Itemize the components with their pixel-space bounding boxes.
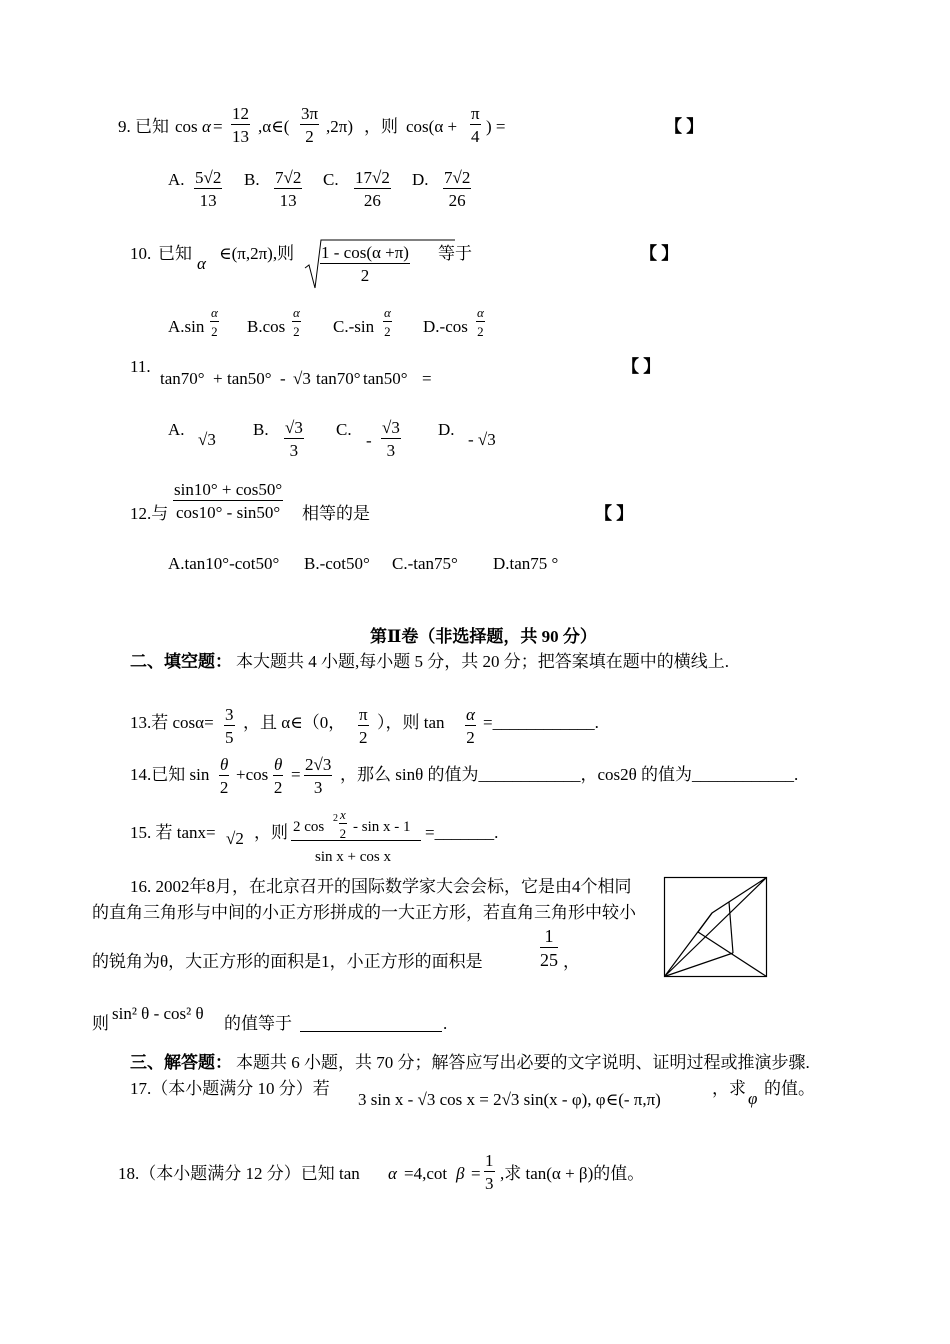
denominator: 2 [219,775,229,796]
q11-option-c-label: C. [336,420,352,439]
q16-period: . [443,1014,448,1033]
q9-cos-sum: cos(α + [406,117,458,136]
denominator: 26 [443,188,471,209]
q13-text-mid2: ），则 tan [377,713,445,732]
q14-equals: = [291,765,301,784]
denominator: 2 [273,775,283,796]
denominator: 2 [383,321,392,338]
q10-equals-text: 等于 [438,244,472,263]
q11-number: 11. [130,357,151,376]
q10-option-d-half-alpha [476,306,485,338]
numerator: 5√2 [195,168,222,187]
q14-fraction-theta-2-b [273,756,283,796]
q9-option-a [194,169,222,209]
q14-fraction-theta-2-a [219,756,229,796]
q11-option-a-label: A. [168,420,185,439]
q16-expression: sin² θ - cos² θ [112,1004,204,1023]
q14-fraction-2root3-3 [304,756,332,796]
numerator: 12 [232,104,249,123]
q12-text: 相等的是 [302,504,370,523]
q15-then: ，则 [254,823,288,842]
q10-option-c-half-alpha [383,306,392,338]
denominator: 13 [194,188,222,209]
numerator: 7√2 [444,168,471,187]
q17-text-end: 的值。 [764,1079,815,1098]
q10-number: 10. [130,244,152,263]
q13-text-start: 13.若 cosα= [130,713,214,732]
q18-beta: β [456,1164,465,1183]
q11-answer-bracket: 【 】 [622,357,661,376]
q17-phi: φ [748,1089,758,1108]
q10-option-b: B.cos [247,317,286,336]
numerator: 17√2 [355,168,390,187]
q9-cos: cos [175,117,198,136]
q9-number: 9. [118,117,131,136]
denominator: 2 [292,321,301,338]
q11-option-a: √3 [198,430,216,449]
q12-number: 12.与 [130,504,169,523]
q11-option-b-label: B. [253,420,269,439]
q10-option-d: D.-cos [423,317,468,336]
denominator: 3 [484,1171,495,1192]
numerator: α [466,705,475,724]
q9-fraction-3pi-2 [300,105,319,145]
q10-option-c: C.-sin [333,317,375,336]
q18-text-mid: =4,cot [404,1164,448,1183]
q18-equals: = [471,1164,481,1183]
q9-option-b [274,169,302,209]
numerator: sin10° + cos50° [174,480,283,499]
q11-option-d-label: D. [438,420,455,439]
q10-option-b-half-alpha [292,306,301,338]
numerator: θ [220,755,229,774]
q12-option-a: A.tan10°-cot50° [168,554,280,573]
q11-plus: + [213,369,223,388]
q9-option-d-label: D. [412,170,429,189]
q15-fraction [291,808,421,868]
denominator: 26 [354,188,391,209]
denominator: 3 [284,438,304,459]
q15-answer-blank[interactable]: =_______. [425,823,499,842]
q9-fraction-pi-4 [470,105,481,145]
q15-denominator: sin x + cos x [315,849,391,865]
q11-option-b [284,419,304,459]
q17-equation: 3 sin x - √3 cos x = 2√3 sin(x - φ), φ∈(- π,π) [358,1090,661,1109]
q11-option-c-sign: - [366,431,372,450]
q9-option-c [354,169,391,209]
denominator: 2 [465,725,476,746]
section-2-title: 第Ⅱ卷（非选择题，共 90 分） [370,627,597,646]
q18-fraction-1-3 [484,1152,495,1192]
q16-line-1: 16. 2002年8月，在北京召开的国际数学家大会会标，它是由4个相同 [130,877,632,896]
q16-line-2: 的直角三角形与中间的小正方形拼成的一大正方形，若直角三角形中较小 [92,903,636,922]
denominator: 13 [231,124,250,145]
q9-answer-bracket: 【 】 [665,117,704,136]
q13-fraction-pi-2 [358,706,369,746]
q15-numerator-b: - sin x - 1 [353,819,411,835]
numerator: 3 [225,705,234,724]
q9-option-c-label: C. [323,170,339,189]
numerator: 1 - cos(α +π) [321,243,409,262]
q9-then: ，则 [364,117,398,136]
q11-minus: - [280,369,286,388]
q17-text-start: 17.（本小题满分 10 分）若 [130,1079,330,1098]
q18-alpha: α [388,1164,397,1183]
q12-option-c: C.-tan75° [392,554,458,573]
q11-option-c [381,419,401,459]
denominator: cos10° - sin50° [173,500,283,521]
q16-fraction-1-25 [540,927,558,969]
q11-term2: tan50° [227,369,272,388]
q15-fraction-bar [291,840,421,841]
q10-alpha: α [197,254,206,273]
q9-interval-end: ,2π) [326,117,353,136]
q13-answer-blank[interactable]: =____________. [483,713,599,732]
denominator: 2 [320,263,410,284]
q12-answer-bracket: 【 】 [595,504,634,523]
q13-text-mid: ，且 α∈（0， [243,713,346,732]
q11-equals: = [422,369,432,388]
q9-fraction-12-13 [231,105,250,145]
q9-eq: = [213,117,223,136]
q10-option-a: A.sin [168,317,205,336]
denominator: 2 [210,321,219,338]
denominator: 5 [224,725,235,746]
q12-option-b: B.-cot50° [304,554,370,573]
q10-answer-bracket: 【 】 [640,244,679,263]
q9-option-d [443,169,471,209]
q13-fraction-3-5 [224,706,235,746]
denominator: 2 [300,124,319,145]
denominator: 13 [274,188,302,209]
q10-text: 已知 [158,244,192,263]
q18-text-end: ,求 tan(α + β)的值。 [500,1164,645,1183]
q11-option-d: - √3 [468,430,496,449]
numerator: α [477,305,484,320]
numerator: √3 [285,418,303,437]
q14-text-start: 14.已知 sin [130,765,210,784]
q13-fraction-alpha-2 [465,706,476,746]
denominator: 2 [476,321,485,338]
q12-fraction [173,481,283,521]
q9-alpha: α [202,117,211,136]
q11-sqrt3: √3 [293,369,311,388]
q15-text-start: 15. 若 tanx= [130,823,216,842]
q18-text-start: 18.（本小题满分 12 分）已知 tan [118,1164,360,1183]
q11-term3: tan70° [316,369,361,388]
q12-option-d: D.tan75 ° [493,554,559,573]
q9-option-a-label: A. [168,170,185,189]
answer-section-heading: 三、解答题： [130,1053,232,1072]
q14-plus-cos: +cos [236,765,269,784]
numerator: π [359,705,368,724]
q16-line-3: 的锐角为θ，大正方形的面积是1，小正方形的面积是 [92,952,483,971]
numerator: α [211,305,218,320]
denominator: 2 [358,725,369,746]
q11-term1: tan70° [160,369,205,388]
numerator: 7√2 [275,168,302,187]
q9-alpha-in: ,α∈( [258,117,290,136]
q9-text: 已知 [135,117,169,136]
denominator: 3 [304,775,332,796]
denominator: 3 [381,438,401,459]
q15-square-exponent: 2 [333,813,338,824]
fill-in-instructions: 本大题共 4 小题,每小题 5 分，共 20 分；把答案填在题中的横线上. [236,652,729,671]
q10-interval: ∈(π,2π),则 [219,244,295,263]
numerator: θ [274,755,283,774]
numerator: 3π [301,104,319,123]
q16-answer-blank[interactable] [300,1015,442,1035]
numerator: α [384,305,391,320]
q16-value-text: 的值等于 [224,1014,292,1033]
q10-option-a-half-alpha [210,306,219,338]
q16-comma: ， [563,952,580,971]
numerator: π [471,104,480,123]
q9-end: ) = [486,117,506,136]
numerator: 1 [485,1151,494,1170]
q11-term4: tan50° [363,369,408,388]
q15-numerator-a: 2 cos [293,819,325,835]
q15-sqrt2: √2 [226,829,244,848]
q17-find: ，求 [712,1079,746,1098]
denominator: 4 [470,124,481,145]
q15-x-over-2 [339,808,347,840]
q14-text-rest[interactable]: ，那么 sinθ 的值为____________，cos2θ 的值为____________. [340,765,799,784]
answer-section-instructions: 本题共 6 小题，共 70 分；解答应写出必要的文字说明、证明过程或推演步骤. [236,1053,810,1072]
numerator: 2√3 [305,755,332,774]
fill-in-heading: 二、填空题： [130,652,232,671]
numerator: x [340,807,346,822]
q9-option-b-label: B. [244,170,260,189]
q16-then: 则 [92,1014,109,1033]
numerator: α [293,305,300,320]
pythagorean-square-figure [664,877,768,977]
q10-radicand [320,244,410,284]
denominator: 2 [339,823,347,840]
numerator: √3 [382,418,400,437]
denominator: 25 [540,947,558,969]
numerator: 1 [544,926,554,946]
